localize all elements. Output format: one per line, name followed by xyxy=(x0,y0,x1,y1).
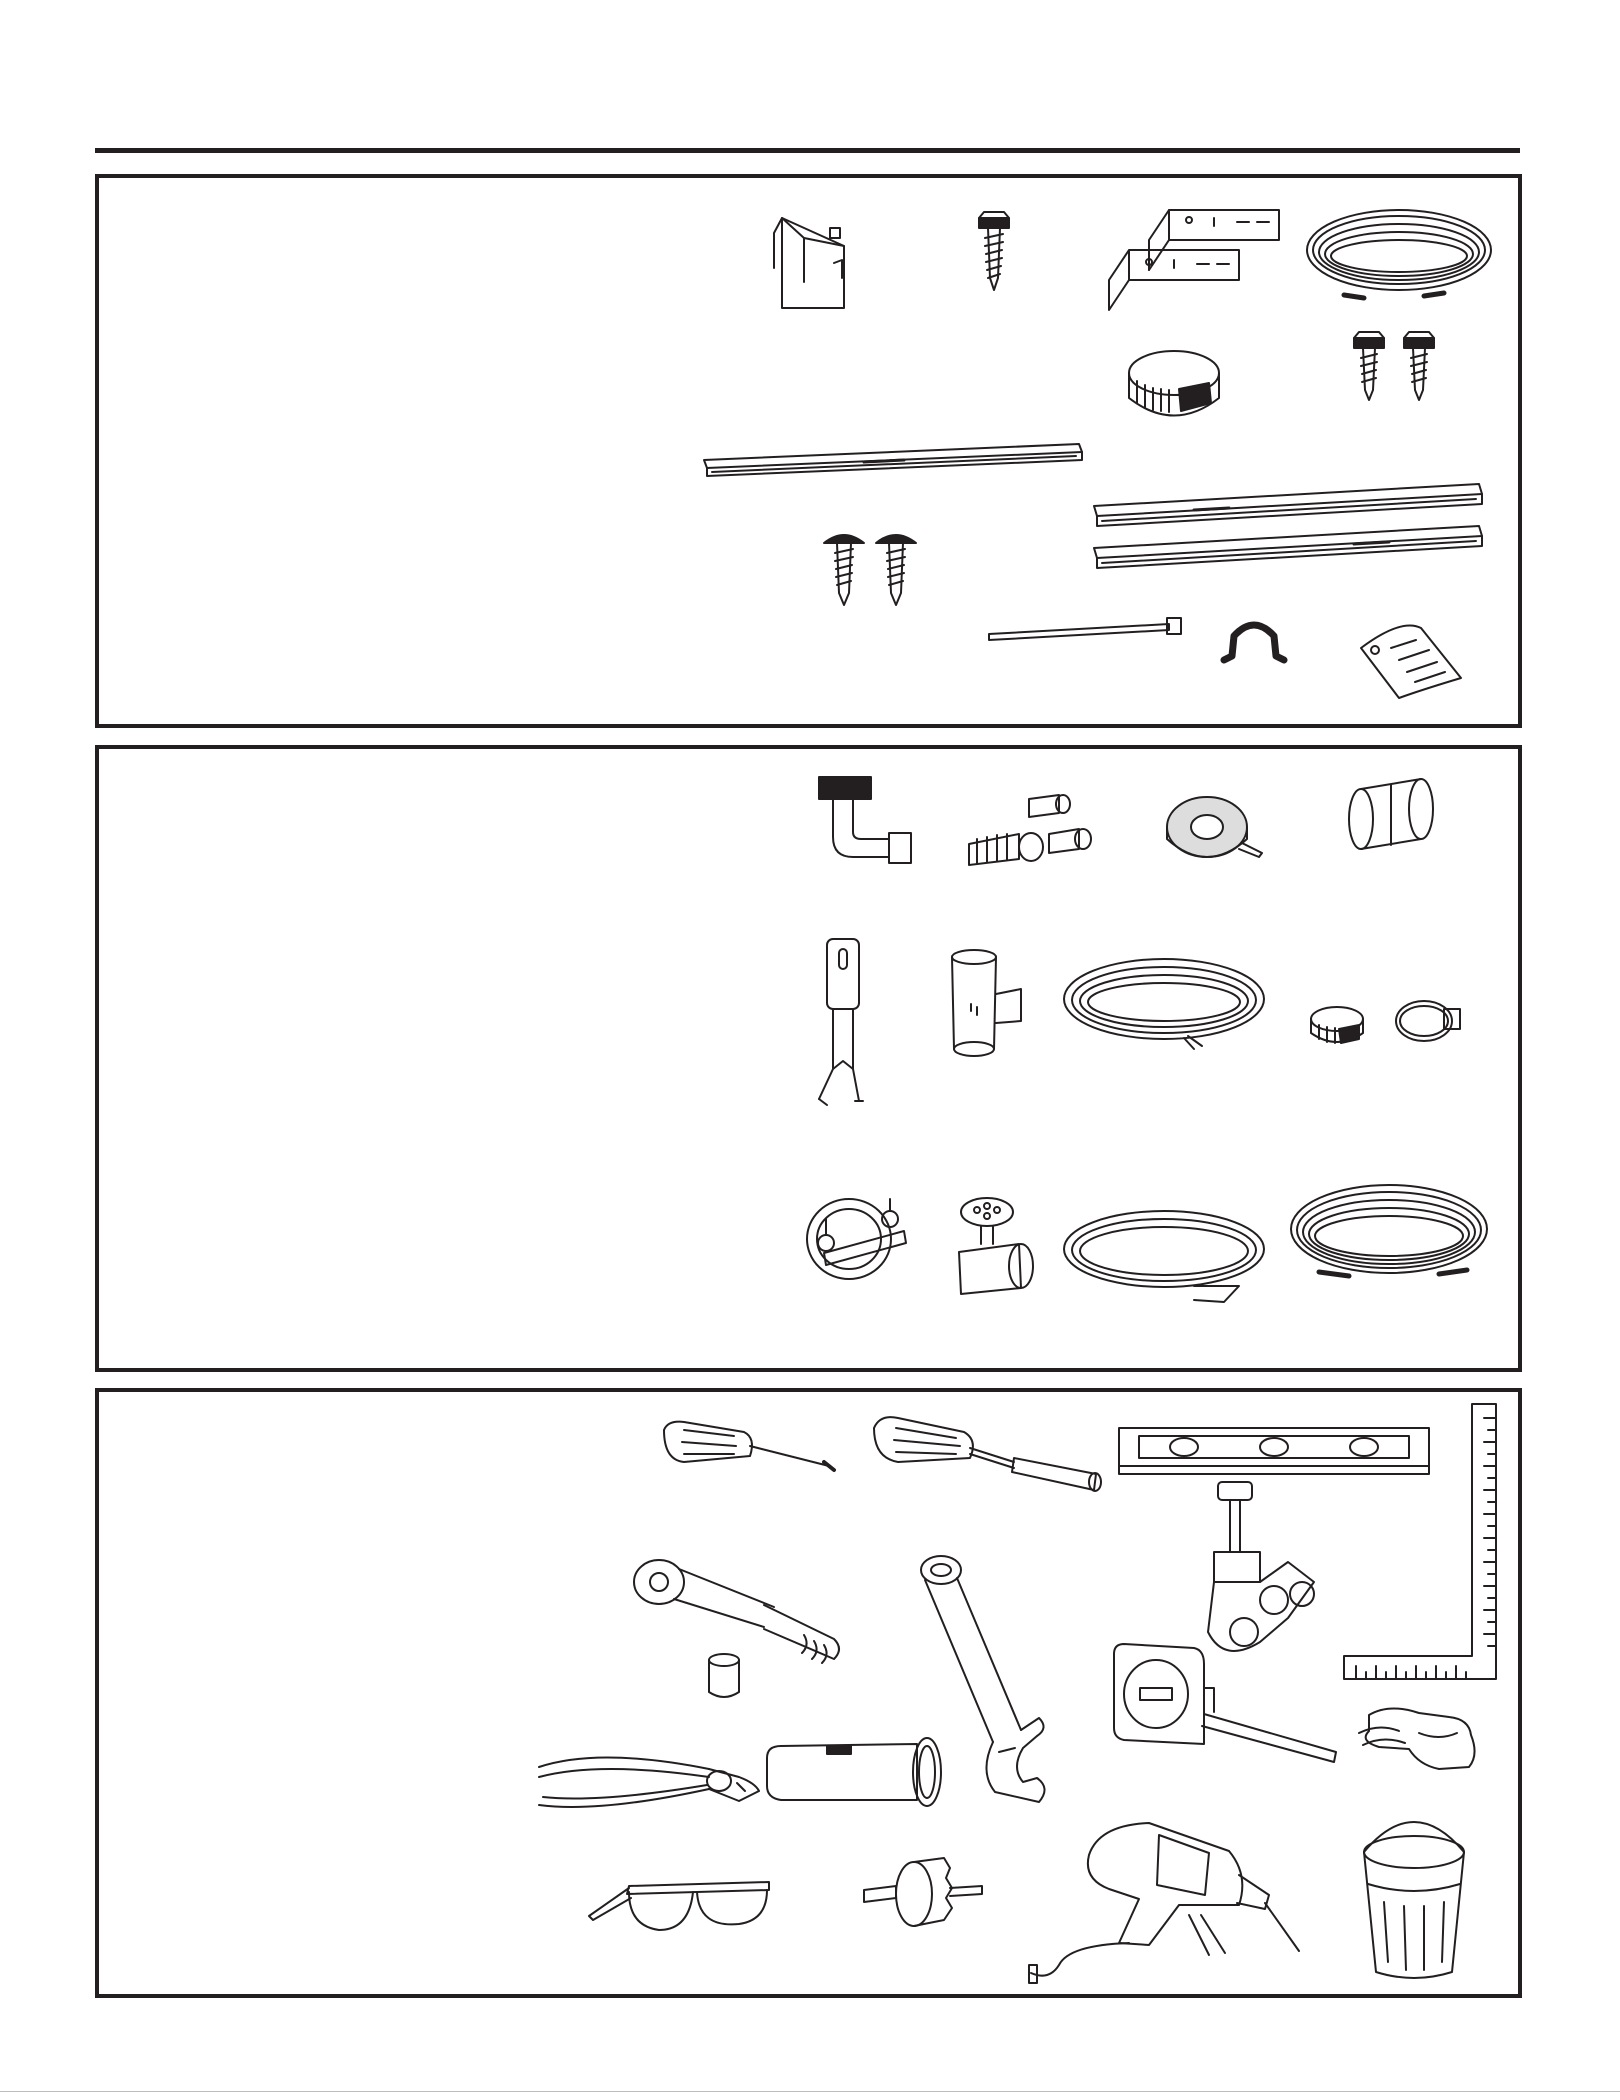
flashlight-icon xyxy=(767,1738,941,1806)
socket-icon xyxy=(709,1654,739,1697)
gloves-icon xyxy=(1359,1708,1475,1769)
short-rail-top-icon xyxy=(1094,484,1482,526)
mounting-brackets-icon xyxy=(1109,210,1279,310)
braided-water-hose-icon xyxy=(1307,210,1491,298)
hex-screws-pair-icon xyxy=(1354,332,1434,400)
air-gap-valve-icon xyxy=(959,1198,1033,1294)
tee-fitting-icon xyxy=(952,950,1021,1056)
bracket-icon xyxy=(774,218,844,308)
pliers-icon xyxy=(539,1757,759,1807)
elbow-fitting-icon xyxy=(819,777,911,863)
safety-glasses-icon xyxy=(589,1882,769,1930)
footer-rule xyxy=(0,2091,1620,2092)
hex-screw-icon xyxy=(979,212,1009,290)
bucket-icon xyxy=(1364,1822,1464,1978)
tape-measure-icon xyxy=(1114,1644,1336,1762)
tubing-cutter-icon xyxy=(1208,1482,1314,1651)
parts-needed-panel xyxy=(95,745,1522,1372)
level-icon xyxy=(1119,1428,1429,1474)
strain-relief-icon xyxy=(807,1199,906,1279)
parts-included-panel xyxy=(95,174,1522,728)
header-rule xyxy=(95,148,1520,153)
adjustable-wrench-icon xyxy=(921,1556,1045,1802)
hose-clamp-icon xyxy=(1129,351,1219,416)
hole-saw-icon xyxy=(864,1858,982,1926)
tape-roll-icon xyxy=(1167,797,1262,857)
phillips-screwdriver-icon xyxy=(664,1422,834,1470)
long-rail-icon xyxy=(704,444,1082,476)
screws-pair-icon xyxy=(824,535,916,605)
tools-needed-panel xyxy=(95,1388,1522,1998)
ratchet-wrench-icon xyxy=(634,1560,839,1663)
pipe-coupling-icon xyxy=(1349,779,1433,849)
wye-tailpiece-icon xyxy=(819,939,863,1105)
electrical-cable-icon xyxy=(1064,959,1264,1049)
hose-clamps-icon xyxy=(1311,1001,1460,1043)
short-rail-bottom-icon xyxy=(1094,526,1482,568)
wire-nuts-icon xyxy=(969,795,1091,865)
braided-hose-icon xyxy=(1291,1185,1487,1276)
drain-tubing-icon xyxy=(1064,1211,1264,1302)
instruction-sheet-icon xyxy=(1361,626,1461,699)
nut-driver-icon xyxy=(874,1417,1101,1491)
electric-drill-icon xyxy=(1029,1823,1299,1983)
hose-clip-icon xyxy=(1224,625,1284,660)
cable-tie-icon xyxy=(989,618,1181,640)
carpenters-square-icon xyxy=(1344,1404,1496,1679)
